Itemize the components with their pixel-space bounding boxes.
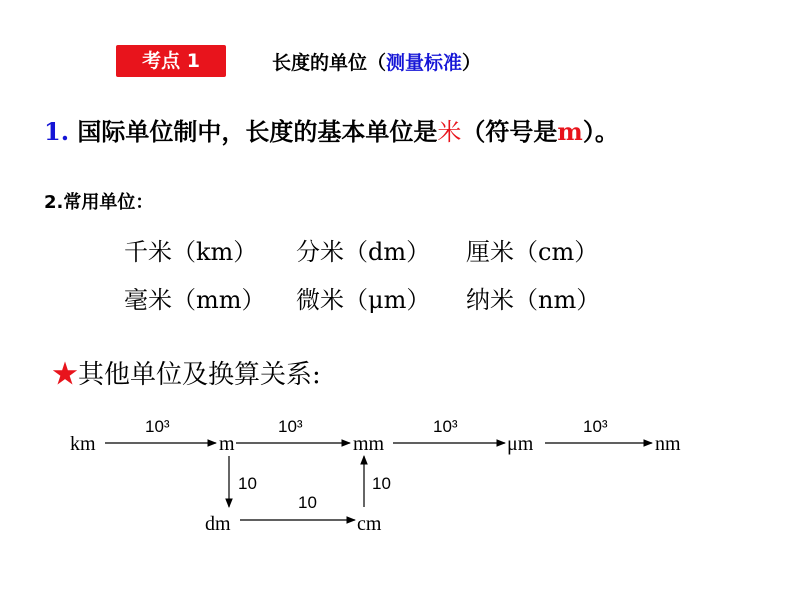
title-suffix: ） [462,52,482,74]
factor-cm-mm: 10 [372,474,391,493]
factor-km-m: 10³ [145,417,170,436]
point-1-highlight-word: 米 [437,118,462,146]
factor-m-dm: 10 [238,474,257,493]
point-1-text-before: 国际单位制中，长度的基本单位是 [69,118,438,146]
unit-dm: 分米（dm） [296,238,431,266]
node-m: m [219,433,235,455]
point-1-number: 1. [44,117,70,146]
other-units-text: 其他单位及换算关系: [78,360,321,390]
star-icon: ★ [52,360,79,390]
factor-um-nm: 10³ [583,417,608,436]
node-dm: dm [205,513,231,535]
unit-km: 千米（km） [124,238,258,266]
point-1-text-mid: （符号是 [461,118,558,146]
node-km: km [70,433,96,455]
point-1-highlight-symbol: m [557,117,583,146]
unit-nm: 纳米（nm） [466,286,601,314]
unit-cm: 厘米（cm） [466,238,599,266]
unit-mm: 毫米（mm） [124,286,266,314]
title-highlight: 测量标准 [386,52,463,74]
unit-um: 微米（μm） [296,286,431,314]
topic-badge: 考点 1 [116,45,226,77]
title-prefix: 长度的单位（ [272,52,387,74]
node-cm: cm [357,513,382,535]
factor-mm-um: 10³ [433,417,458,436]
factor-dm-cm: 10 [298,493,317,512]
node-nm: nm [655,433,681,455]
point-2-label: 2.常用单位： [44,192,154,213]
node-mm: mm [353,433,385,455]
node-um: μm [507,433,534,455]
factor-m-mm: 10³ [278,417,303,436]
point-1-text-after: ）。 [582,118,619,146]
